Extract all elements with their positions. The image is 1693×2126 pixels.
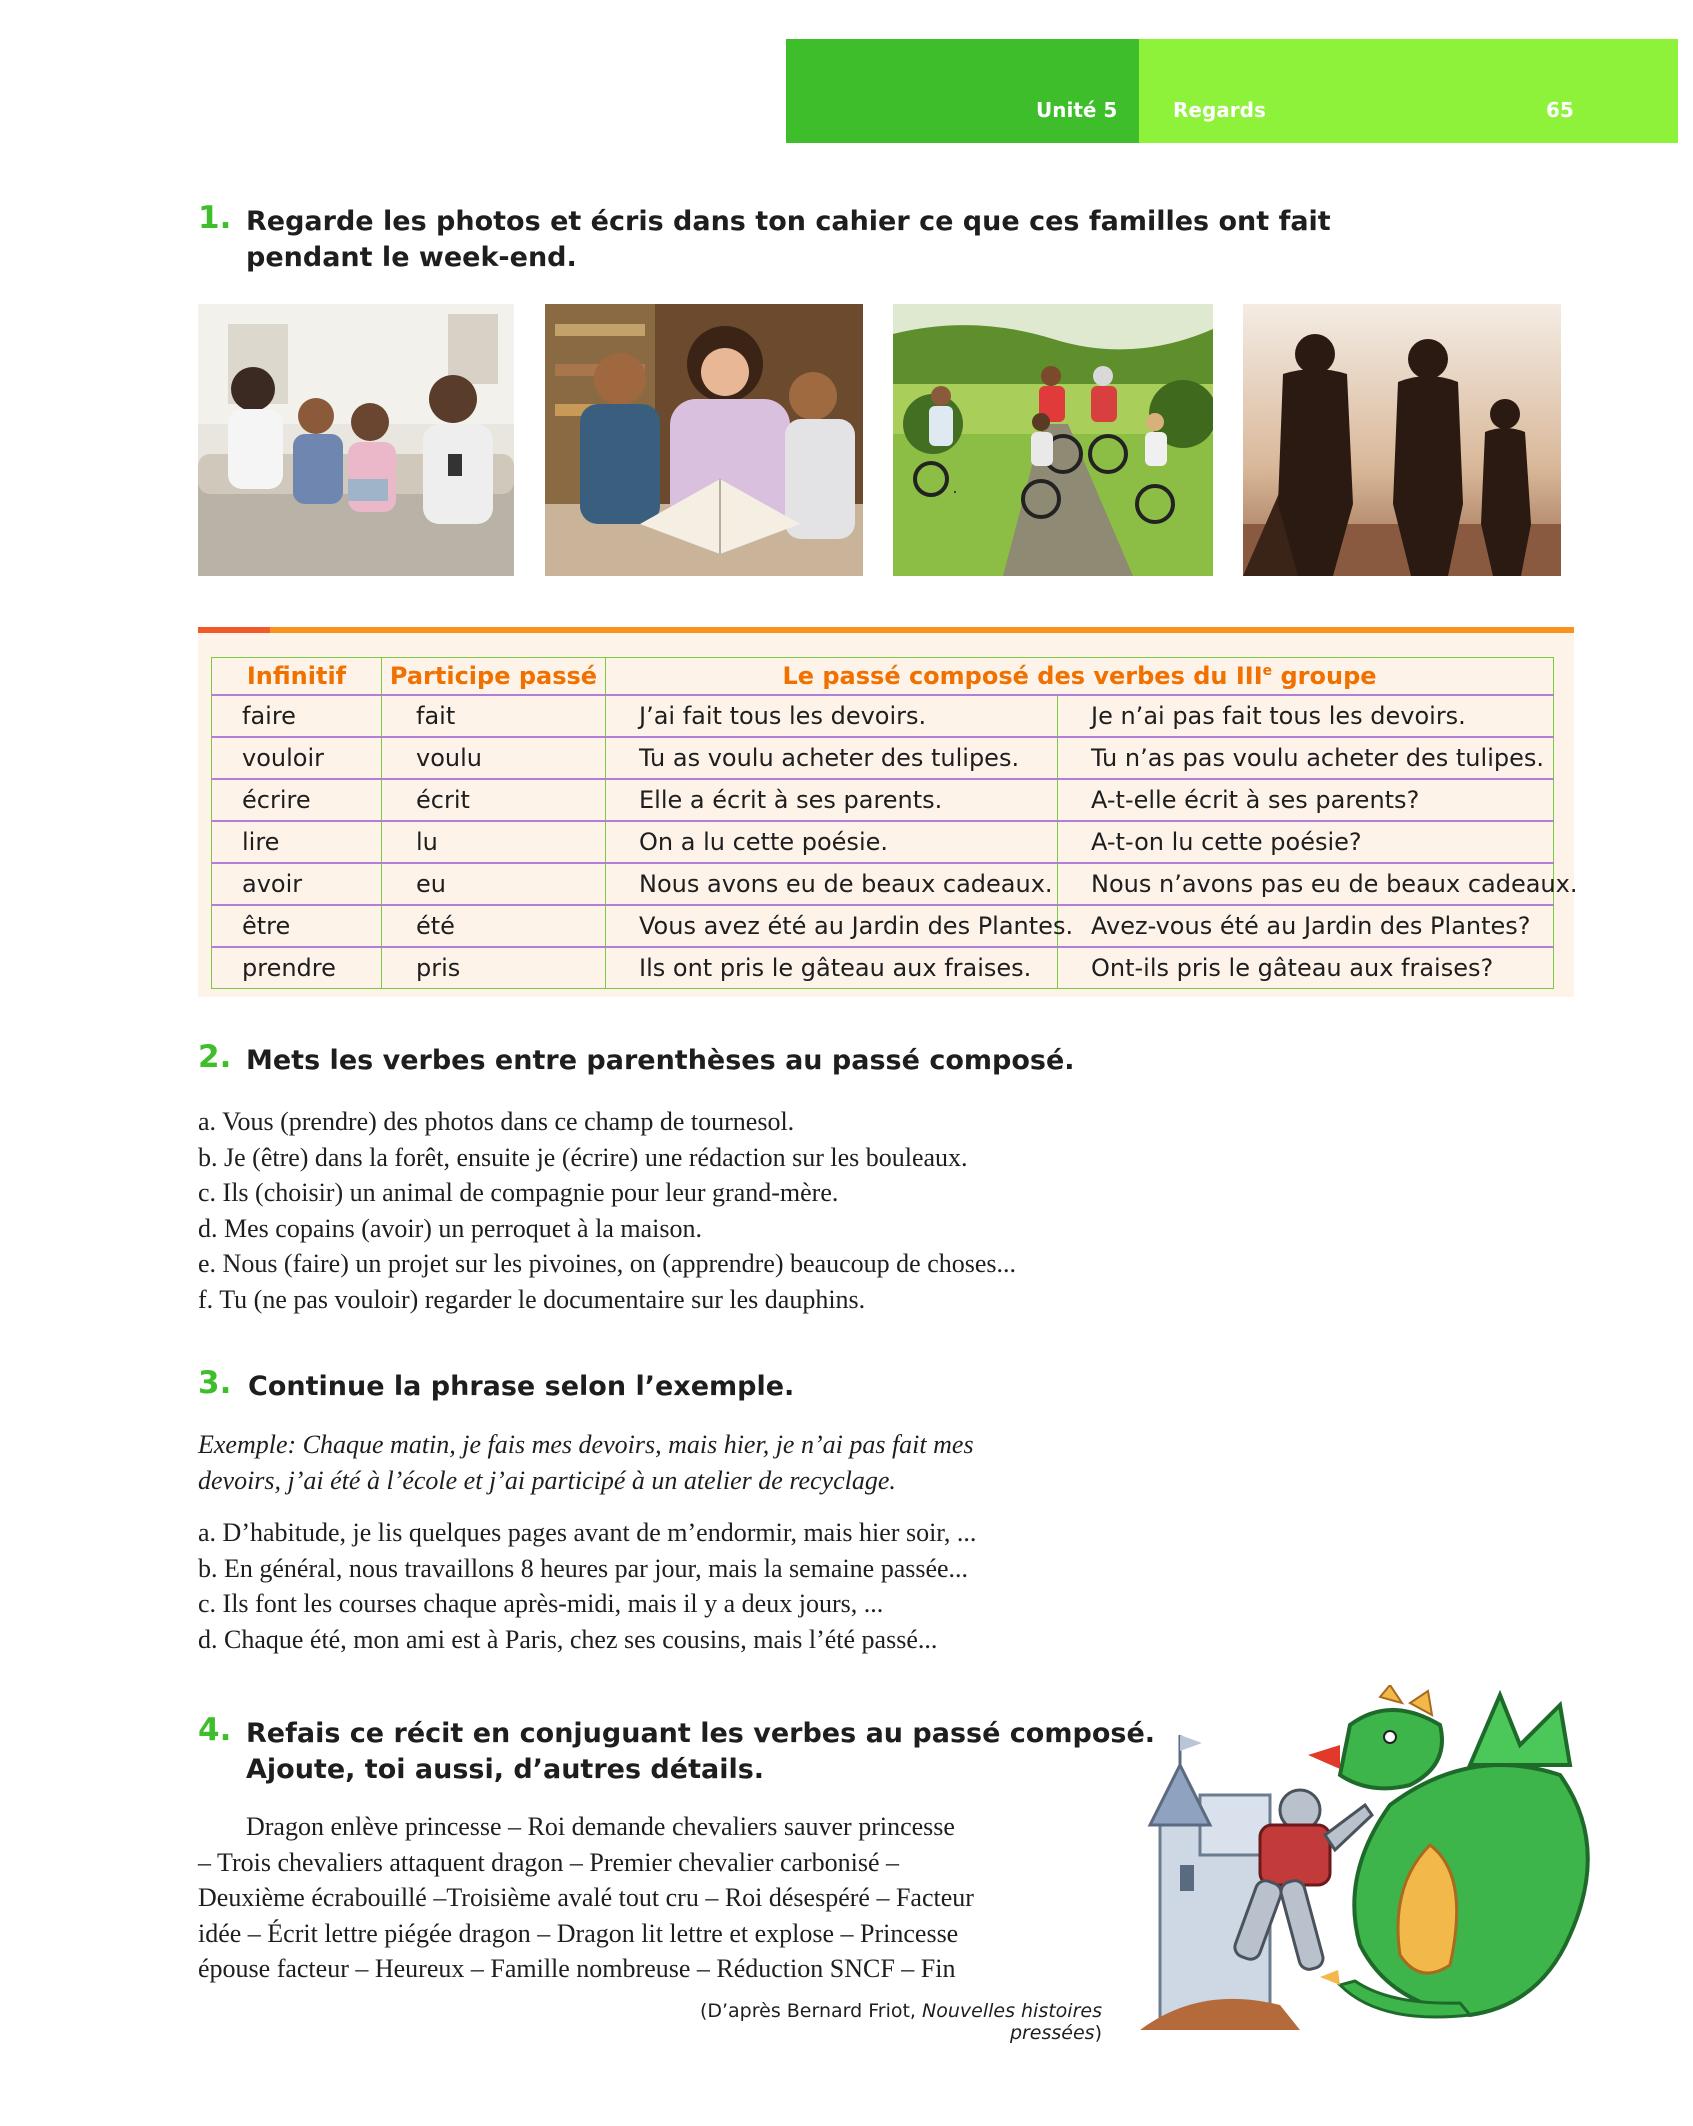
cell-other-form: Tu n’as pas voulu acheter des tulipes. <box>1058 737 1554 779</box>
cell-infinitif: être <box>212 905 382 947</box>
cell-participe: fait <box>382 695 606 737</box>
exercise-4-title-line-1: Refais ce récit en conjuguant les verbes au passé composé. <box>246 1718 1156 1749</box>
list-item: c. Ils font les courses chaque après-midi, mais il y a deux jours, ... <box>198 1589 884 1619</box>
photo-family-silhouettes <box>1243 304 1561 576</box>
photo-family-on-sofa <box>198 304 514 576</box>
exercise-2-number: 2. <box>198 1039 232 1075</box>
cell-other-form: Je n’ai pas fait tous les devoirs. <box>1058 695 1554 737</box>
photo-family-cycling <box>893 304 1213 576</box>
exercise-4-number: 4. <box>198 1712 232 1748</box>
cell-infinitif: vouloir <box>212 737 382 779</box>
exercise-2-items <box>198 1104 1298 1318</box>
exercise-1-title <box>246 204 1331 276</box>
cell-participe: pris <box>382 947 606 989</box>
exercise-4-story <box>198 1809 1118 1987</box>
cell-infinitif: prendre <box>212 947 382 989</box>
header-title-text: Le passé composé des verbes du III <box>782 662 1263 690</box>
cell-other-form: A-t-on lu cette poésie? <box>1058 821 1554 863</box>
cell-participe: voulu <box>382 737 606 779</box>
table-row <box>212 779 1554 821</box>
exercise-1-number: 1. <box>198 200 232 236</box>
table-row <box>212 863 1554 905</box>
cell-infinitif: lire <box>212 821 382 863</box>
cell-affirmative: Nous avons eu de beaux cadeaux. <box>606 863 1058 905</box>
cell-affirmative: Tu as voulu acheter des tulipes. <box>606 737 1058 779</box>
story-line: – Trois chevaliers attaquent dragon – Premier chevalier carbonisé – <box>198 1847 900 1877</box>
exercise-3-title: Continue la phrase selon l’exemple. <box>248 1371 795 1402</box>
credit-book-title: Nouvelles histoires pressées <box>922 2000 1102 2044</box>
exercise-1-title-line-2: pendant le week-end. <box>246 242 577 273</box>
exercise-3-number: 3. <box>198 1365 232 1401</box>
list-item: a. Vous (prendre) des photos dans ce champ de tournesol. <box>198 1107 795 1136</box>
section-label: Regards <box>1173 98 1266 122</box>
header-title-end: groupe <box>1272 662 1377 690</box>
story-credit <box>652 2000 1102 2044</box>
table-row <box>212 695 1554 737</box>
grammar-table-top-bar <box>198 627 1574 633</box>
header-title-sup: e <box>1262 663 1273 679</box>
story-line: Deuxième écrabouillé –Troisième avalé tout cru – Roi désespéré – Facteur <box>198 1883 974 1913</box>
exercise-3-items <box>198 1515 1298 1657</box>
cell-participe: écrit <box>382 779 606 821</box>
list-item: e. Nous (faire) un projet sur les pivoines, on (apprendre) beaucoup de choses... <box>198 1249 1017 1279</box>
list-item: a. D’habitude, je lis quelques pages avant de m’endormir, mais hier soir, ... <box>198 1518 977 1547</box>
example-line-1: Exemple: Chaque matin, je fais mes devoirs, mais hier, je n’ai pas fait mes <box>198 1430 974 1459</box>
list-item: c. Ils (choisir) un animal de compagnie pour leur grand-mère. <box>198 1178 839 1208</box>
cell-affirmative: J’ai fait tous les devoirs. <box>606 695 1058 737</box>
header-unit-band <box>786 39 1139 143</box>
cell-infinitif: faire <box>212 695 382 737</box>
credit-suffix: ) <box>1094 2022 1102 2044</box>
cell-affirmative: On a lu cette poésie. <box>606 821 1058 863</box>
cell-affirmative: Ils ont pris le gâteau aux fraises. <box>606 947 1058 989</box>
list-item: b. En général, nous travaillons 8 heures par jour, mais la semaine passée... <box>198 1553 969 1583</box>
cell-other-form: Nous n’avons pas eu de beaux cadeaux. <box>1058 863 1554 905</box>
exercise-1-title-line-1: Regarde les photos et écris dans ton cahier ce que ces familles ont fait <box>246 206 1331 237</box>
cell-participe: lu <box>382 821 606 863</box>
unit-label: Unité 5 <box>1036 98 1118 122</box>
table-row <box>212 821 1554 863</box>
table-row <box>212 737 1554 779</box>
cell-other-form: Ont-ils pris le gâteau aux fraises? <box>1058 947 1554 989</box>
example-line-2: devoirs, j’ai été à l’école et j’ai participé à un atelier de recyclage. <box>198 1465 896 1495</box>
grammar-table-header-row <box>212 658 1554 696</box>
list-item: f. Tu (ne pas vouloir) regarder le documentaire sur les dauphins. <box>198 1284 866 1314</box>
page-number: 65 <box>1546 98 1574 122</box>
table-row <box>212 905 1554 947</box>
story-line: Dragon enlève princesse – Roi demande chevaliers sauver princesse <box>246 1812 955 1841</box>
cell-other-form: A-t-elle écrit à ses parents? <box>1058 779 1554 821</box>
photo-mother-reading-with-children <box>545 304 863 576</box>
col-header-infinitif: Infinitif <box>212 658 382 696</box>
credit-prefix: (D’après Bernard Friot, <box>699 2000 923 2022</box>
cell-infinitif: écrire <box>212 779 382 821</box>
grammar-table <box>211 657 1578 989</box>
cell-affirmative: Elle a écrit à ses parents. <box>606 779 1058 821</box>
cell-participe: eu <box>382 863 606 905</box>
col-header-passe-compose <box>606 658 1554 696</box>
exercise-4-title-line-2: Ajoute, toi aussi, d’autres détails. <box>246 1754 765 1785</box>
cell-affirmative: Vous avez été au Jardin des Plantes. <box>606 905 1058 947</box>
col-header-participe: Participe passé <box>382 658 606 696</box>
list-item: d. Chaque été, mon ami est à Paris, chez ses cousins, mais l’été passé... <box>198 1624 938 1654</box>
exercise-2-title: Mets les verbes entre parenthèses au passé composé. <box>246 1045 1075 1076</box>
list-item: d. Mes copains (avoir) un perroquet à la maison. <box>198 1213 702 1243</box>
story-line: idée – Écrit lettre piégée dragon – Dragon lit lettre et explose – Princesse <box>198 1918 959 1948</box>
exercise-3-example <box>198 1427 1298 1498</box>
list-item: b. Je (être) dans la forêt, ensuite je (écrire) une rédaction sur les bouleaux. <box>198 1142 968 1172</box>
cell-participe: été <box>382 905 606 947</box>
table-row <box>212 947 1554 989</box>
header-section-band <box>1139 39 1678 143</box>
dragon-knight-illustration <box>1140 1685 1610 2030</box>
cell-infinitif: avoir <box>212 863 382 905</box>
cell-other-form: Avez-vous été au Jardin des Plantes? <box>1058 905 1554 947</box>
exercise-4-title <box>246 1716 1155 1788</box>
story-line: épouse facteur – Heureux – Famille nombreuse – Réduction SNCF – Fin <box>198 1954 956 1984</box>
